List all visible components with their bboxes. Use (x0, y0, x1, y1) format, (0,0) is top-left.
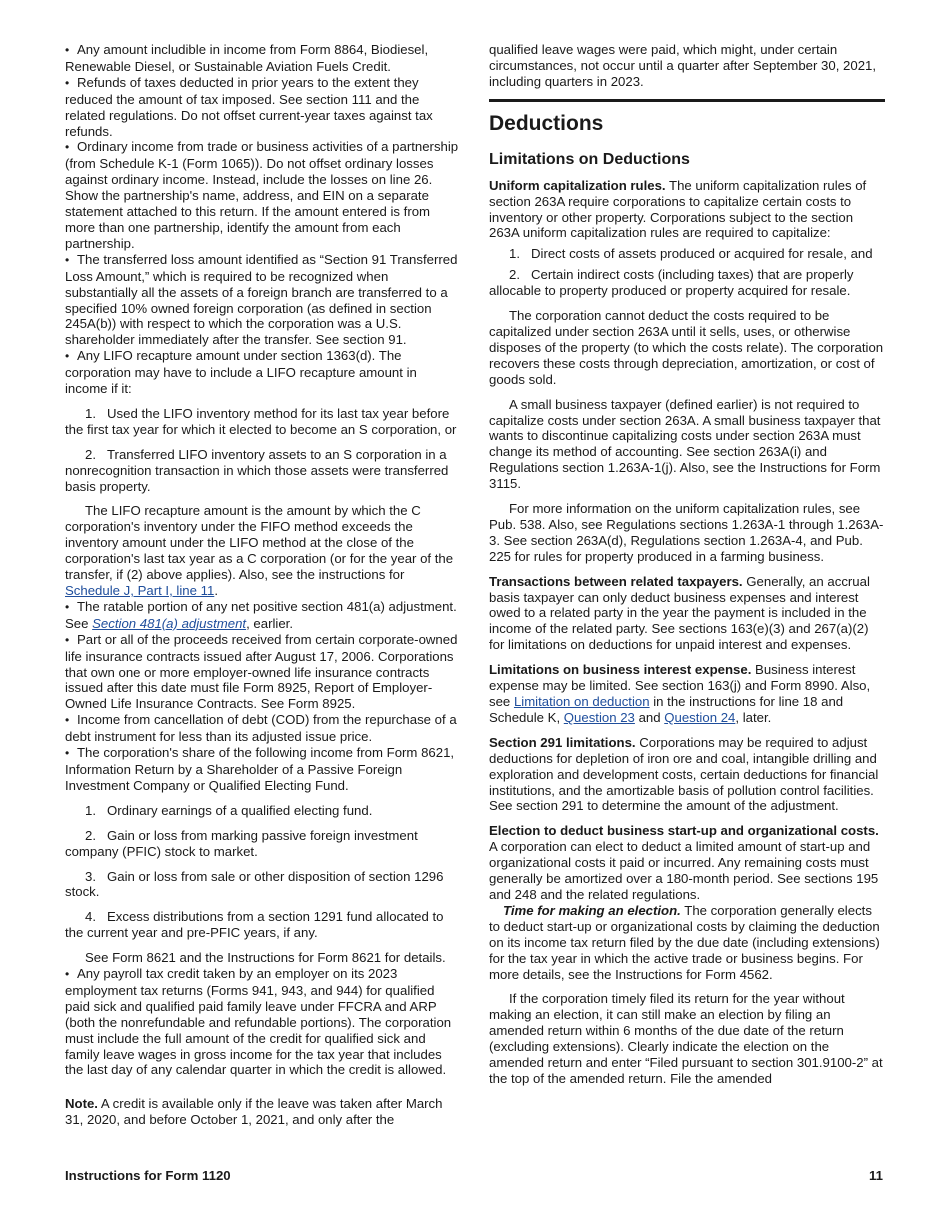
continued-paragraph: qualified leave wages were paid, which might, under certain circumstances, not occur until a quarter after September 30, 2021, including quarters in 2023. (489, 42, 877, 89)
ucr-text: The uniform capitalization rules of section 263A require corporations to capitalize certain costs to inventory or other property. Corporations subject to the section 263A uniform capitalization rules are required to capitalize: (489, 177, 867, 241)
ucr-label: Uniform capitalization rules. (489, 177, 666, 193)
note-text: A credit is available only if the leave was taken after March 31, 2020, and before October 1, 2021, and only after the (65, 1096, 443, 1128)
election-label: Election to deduct business start-up and organizational costs. (489, 823, 879, 839)
footer-form-title: Instructions for Form 1120 (65, 1168, 231, 1183)
bullet-form-8864: • Any amount includible in income from Form 8864, Biodiesel, Renewable Diesel, or Sustainable Aviation Fuels Credit. (65, 42, 461, 75)
related-label: Transactions between related taxpayers. (489, 573, 743, 589)
bullet-lifo-recapture: • Any LIFO recapture amount under section 1363(d). The corporation may have to include a LIFO recapture amount in income if it: (65, 348, 461, 397)
right-column (489, 42, 885, 1087)
section-291-paragraph (489, 735, 885, 815)
schedule-j-link[interactable]: Schedule J, Part I, line 11 (65, 583, 215, 598)
bie-text-2: in the instructions for line 18 and Schedule K, (489, 694, 844, 725)
related-text: Generally, an accrual basis taxpayer can only deduct business expenses and interest owed to a related party in the year the payment is included in the income of the related party. See sections 163(e)(3) and 267(a)(2) for limitations on deductions for unpaid interest and expenses. (489, 573, 870, 653)
cannot-deduct-paragraph: The corporation cannot deduct the costs required to be capitalized under section 263A until it sells, uses, or otherwise disposes of the property (to which the costs relate). The corporation recovers these costs through depreciation, amortization, or cost of goods sold. (489, 308, 884, 387)
section-divider (489, 99, 885, 102)
pfic-item-2: 2. Gain or loss from marking passive foreign investment company (PFIC) stock to market. (65, 827, 418, 859)
question-23-link[interactable]: Question 23 (563, 709, 635, 725)
section-481a-link[interactable]: Section 481(a) adjustment (92, 615, 247, 631)
bie-text-3: and (634, 709, 665, 725)
bullet-section-91: • The transferred loss amount identified as “Section 91 Transferred Loss Amount,” which is required to be recognized when substantially all the assets of a foreign branch are transferred to a specified 10% owned foreign corporation (as defined in section 245A(b)) with respect to which the corporation was a U.S. shareholder immediately after the transfer. See section 91. (65, 252, 461, 348)
bullet-payroll-tax-credit: • Any payroll tax credit taken by an employer on its 2023 employment tax returns (Forms 941, 943, and 944) for qualified paid sick and qualified paid family leave under FFCRA and ARP (both the nonrefundable and refundable portions). The corporation must include the full amount of the credit for qualified sick and family leave wages in gross income for the tax year that includes the last day of any calendar quarter in which the credit is allowed. (65, 966, 461, 1078)
election-text: A corporation can elect to deduct a limited amount of start-up and organizational costs it paid or incurred. Any remaining costs must generally be amortized over a 180-month period. See sections 195 and 248 and the related regulations. (489, 839, 879, 902)
business-interest-paragraph (489, 662, 885, 726)
bie-text-1: Business interest expense may be limited. See section 163(j) and Form 8990. Also, see (489, 662, 871, 709)
section-heading-deductions: Deductions (489, 111, 604, 135)
limitation-on-deduction-link[interactable]: Limitation on deduction (513, 694, 650, 709)
time-text: The corporation generally elects to deduct start-up or organizational costs by claiming the deduction on its income tax return filed by the due date (including extensions) for the tax year in which the active trade or business begins. For more details, see the Instructions for Form 4562. (489, 902, 880, 982)
lifo-text-end: . (214, 583, 218, 598)
bullet-cod-income: • Income from cancellation of debt (COD) from the repurchase of a debt instrument for less than its adjusted issue price. (65, 712, 461, 745)
pfic-item-4: 4. Excess distributions from a section 1291 fund allocated to the current year and pre-PFIC years, if any. (65, 909, 444, 941)
ucr-item-2: 2. Certain indirect costs (including taxes) that are properly allocable to property produced or property acquired for resale. (489, 267, 854, 299)
lifo-recapture-paragraph (65, 503, 461, 598)
bullet-partnership-income: • Ordinary income from trade or business activities of a partnership (from Schedule K-1 (Form 1065)). Do not offset ordinary losses against ordinary income. Instead, include the losses on line 26. Show the partnership's name, address, and EIN on a separate statement attached to this return. If the amount entered is from more than one partnership, identify the amount from each partnership. (65, 139, 461, 251)
pfic-item-1: 1. Ordinary earnings of a qualified electing fund. (85, 802, 373, 818)
timely-filed-paragraph: If the corporation timely filed its return for the year without making an election, it can still make an election by filing an amended return within 6 months of the due date of the return (excluding extensions). Clearly indicate the election on the amended return and enter “Filed pursuant to section 301.9100-2” at the top of the amended return. File the amended (489, 991, 883, 1086)
uniform-capitalization-paragraph (489, 178, 885, 242)
note-paragraph (65, 1096, 461, 1128)
b6-text-end: , earlier. (246, 615, 294, 631)
time-label: Time for making an election. (503, 902, 681, 918)
bullet-life-insurance: • Part or all of the proceeds received from certain corporate-owned life insurance contracts issued after August 17, 2006. Corporations that own one or more employer-owned life insurance contracts issued after this date must file Form 8925, Report of Employer-Owned Life Insurance Contracts. See Form 8925. (65, 632, 461, 713)
bie-text-4: , later. (735, 709, 772, 725)
subsection-heading-limitations: Limitations on Deductions (489, 150, 690, 168)
note-label: Note. (65, 1096, 98, 1112)
ucr-item-1: 1. Direct costs of assets produced or acquired for resale, and (509, 246, 873, 262)
time-for-election-paragraph (489, 903, 885, 983)
bullet-tax-refunds: • Refunds of taxes deducted in prior years to the extent they reduced the amount of tax imposed. See section 111 and the related regulations. Do not offset current-year taxes against tax refunds. (65, 75, 461, 140)
s291-text: Corporations may be required to adjust deductions for depletion of iron ore and coal, intangible drilling and exploration and development costs, certain deductions for financial institutions, and the amortizable basis of pollution control facilities. See section 291 to determine the amount of the adjustment. (489, 734, 879, 814)
lifo-item-2: 2. Transferred LIFO inventory assets to an S corporation in a nonrecognition transaction in which those assets were transferred basis property. (65, 446, 449, 494)
question-24-link[interactable]: Question 24 (664, 709, 736, 725)
b6-text: The ratable portion of any net positive section 481(a) adjustment. See (65, 598, 457, 631)
startup-election-paragraph (489, 823, 885, 903)
more-info-paragraph: For more information on the uniform capitalization rules, see Pub. 538. Also, see Regulations sections 1.263A-1 through 1.263A-3. See section 263A(d), Regulations section 1.263A-4, and Pub. 225 for rules for property produced in a farming business. (489, 501, 884, 564)
small-business-paragraph: A small business taxpayer (defined earlier) is not required to capitalize costs under section 263A. A small business taxpayer that wants to discontinue capitalizing costs under section 263A must change its method of accounting. See section 263A(i) and Regulations section 1.263A-1(j). Also, see the Instructions for Form 3115. (489, 396, 881, 492)
lifo-text: The LIFO recapture amount is the amount by which the C corporation's inventory under the FIFO method exceeds the inventory amount under the LIFO method at the close of the corporation's last tax year as a C corporation (or for the year of the transfer, if (2) above applies). Also, see the instructions for (65, 503, 454, 583)
s291-label: Section 291 limitations. (489, 734, 636, 750)
pfic-item-3: 3. Gain or loss from sale or other disposition of section 1296 stock. (65, 868, 444, 900)
bullet-form-8621: • The corporation's share of the following income from Form 8621, Information Return by a Shareholder of a Passive Foreign Investment Company or Qualified Electing Fund. (65, 745, 461, 794)
related-taxpayers-paragraph (489, 574, 885, 654)
bullet-section-481a (65, 599, 461, 632)
lifo-item-1: 1. Used the LIFO inventory method for its last tax year before the first tax year for which it elected to become an S corporation, or (65, 405, 457, 437)
footer-page-number: 11 (869, 1168, 883, 1183)
form-8621-paragraph: See Form 8621 and the Instructions for Form 8621 for details. (85, 950, 446, 966)
left-column (65, 42, 461, 1128)
bie-label: Limitations on business interest expense. (489, 662, 752, 678)
